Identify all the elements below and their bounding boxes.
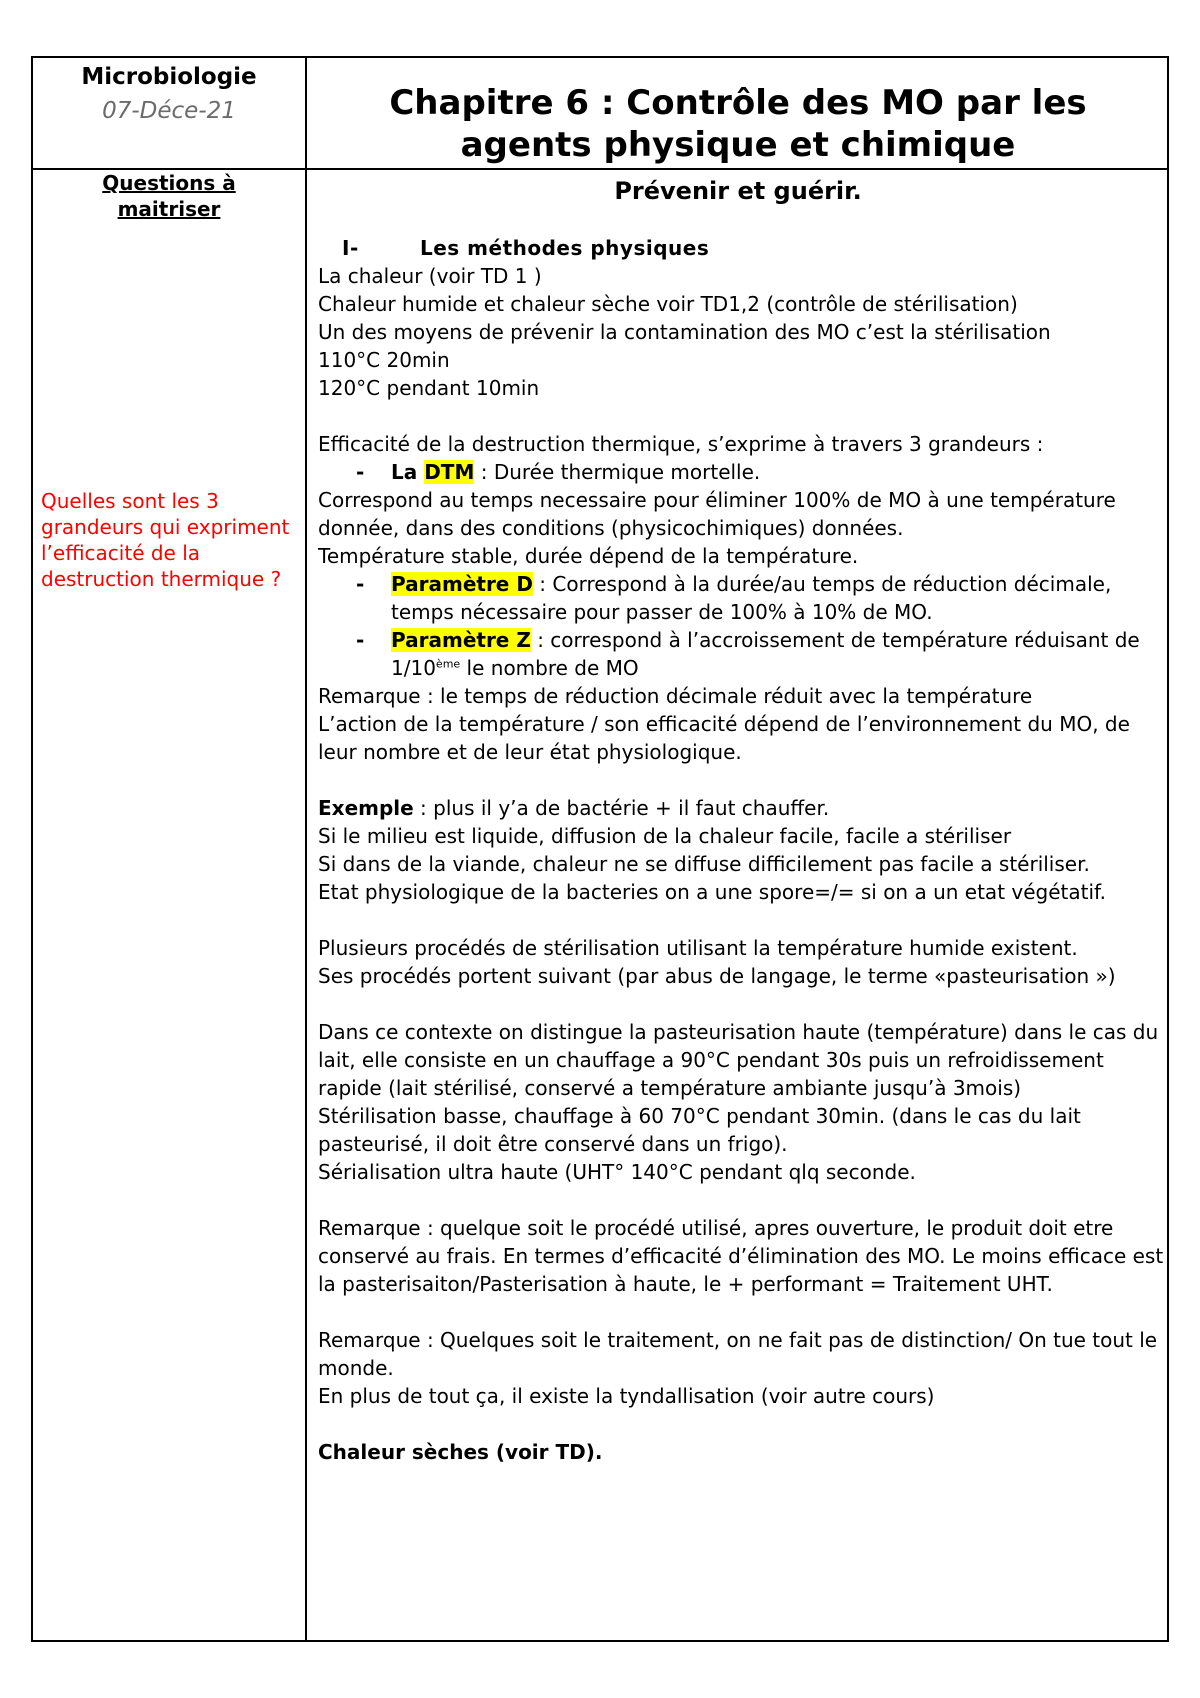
example-text: : plus il y’a de bactérie + il faut chauffer. bbox=[413, 796, 830, 820]
chaleur-seche-heading bbox=[318, 1438, 1166, 1466]
bullet-dtm bbox=[318, 458, 1166, 486]
text-line: Chaleur humide et chaleur sèche voir TD1,2 (contrôle de stérilisation) bbox=[318, 292, 1018, 316]
efficacite-intro: Efficacité de la destruction thermique, s’exprime à travers 3 grandeurs : bbox=[318, 432, 1044, 456]
chaleur-seche-text: Chaleur sèches (voir TD). bbox=[318, 1440, 603, 1464]
text-line: Plusieurs procédés de stérilisation utilisant la température humide existent. bbox=[318, 936, 1078, 960]
questions-heading-line-1: Questions à bbox=[102, 171, 236, 195]
content-heading: Prévenir et guérir. bbox=[614, 177, 862, 205]
param-d-term: Paramètre D bbox=[391, 572, 533, 596]
dtm-text: : Durée thermique mortelle. bbox=[474, 460, 761, 484]
content-body bbox=[318, 234, 1166, 1466]
param-z-text-end: le nombre de MO bbox=[460, 656, 639, 680]
text-line: Si dans de la viande, chaleur ne se diffuse difficilement pas facile a stériliser. bbox=[318, 852, 1090, 876]
section-title: Les méthodes physiques bbox=[420, 236, 710, 260]
remark-line: L’action de la température / son efficacité dépend de l’environnement du MO, de leur nombre et de leur état physiologique. bbox=[318, 712, 1130, 764]
text-line: Correspond au temps necessaire pour éliminer 100% de MO à une température donnée, dans des conditions (physicochimiques) données. bbox=[318, 488, 1116, 540]
text-line: 120°C pendant 10min bbox=[318, 376, 540, 400]
bullet-param-z bbox=[318, 626, 1166, 682]
chapter-title-line-2: agents physique et chimique bbox=[460, 125, 1016, 165]
dash-icon: - bbox=[356, 628, 365, 652]
param-d-text: : Correspond à la durée/au temps de réduction décimale, temps nécessaire pour passer de 100% à 10% de MO. bbox=[391, 572, 1112, 624]
dtm-prefix: La bbox=[391, 460, 425, 484]
text-line: Dans ce contexte on distingue la pasteurisation haute (température) dans le cas du lait, elle consiste en un chauffage a 90°C pendant 30s puis un refroidissement rapide (lait stérilisé, conservé a température ambiante jusqu’à 3mois) bbox=[318, 1020, 1159, 1100]
text-line: Etat physiologique de la bacteries on a une spore=/= si on a un etat végétatif. bbox=[318, 880, 1106, 904]
remark-line: Remarque : quelque soit le procédé utilisé, apres ouverture, le produit doit etre conservé au frais. En termes d’efficacité d’élimination des MO. Le moins efficace est la pasterisaiton/Pasterisation à haute, le + performant = Traitement UHT. bbox=[318, 1216, 1164, 1296]
lesson-date: 07-Déce-21 bbox=[102, 98, 236, 124]
text-line: 110°C 20min bbox=[318, 348, 450, 372]
notes-table bbox=[31, 56, 1169, 1642]
dtm-term: DTM bbox=[424, 460, 475, 484]
section-heading bbox=[318, 234, 1166, 262]
text-line: Un des moyens de prévenir la contamination des MO c’est la stérilisation bbox=[318, 320, 1051, 344]
chapter-title bbox=[307, 82, 1169, 166]
bullet-param-d bbox=[318, 570, 1166, 626]
remark-line: Remarque : le temps de réduction décimale réduit avec la température bbox=[318, 684, 1033, 708]
text-line: La chaleur (voir TD 1 ) bbox=[318, 264, 542, 288]
text-line: Ses procédés portent suivant (par abus de langage, le terme «pasteurisation ») bbox=[318, 964, 1116, 988]
dash-icon: - bbox=[356, 460, 365, 484]
param-z-sup: ème bbox=[435, 657, 461, 671]
chapter-title-line-1: Chapitre 6 : Contrôle des MO par les bbox=[389, 83, 1087, 123]
questions-heading bbox=[33, 170, 305, 222]
text-line: Si le milieu est liquide, diffusion de la chaleur facile, facile a stériliser bbox=[318, 824, 1012, 848]
section-number: I- bbox=[342, 236, 359, 260]
text-line: Sérialisation ultra haute (UHT° 140°C pendant qlq seconde. bbox=[318, 1160, 916, 1184]
example-label: Exemple bbox=[318, 796, 414, 820]
remark-line: Remarque : Quelques soit le traitement, on ne fait pas de distinction/ On tue tout le monde. bbox=[318, 1328, 1158, 1380]
review-question: Quelles sont les 3 grandeurs qui expriment l’efficacité de la destruction thermique ? bbox=[41, 489, 290, 591]
subject-label: Microbiologie bbox=[81, 64, 257, 90]
column-divider bbox=[305, 58, 307, 1640]
param-z-term: Paramètre Z bbox=[391, 628, 531, 652]
text-line: Stérilisation basse, chauffage à 60 70°C pendant 30min. (dans le cas du lait pasteurisé, il doit être conservé dans un frigo). bbox=[318, 1104, 1081, 1156]
dash-icon: - bbox=[356, 572, 365, 596]
questions-heading-line-2: maitriser bbox=[117, 197, 221, 221]
example-line bbox=[318, 794, 1166, 822]
text-line: Température stable, durée dépend de la température. bbox=[318, 544, 859, 568]
text-line: En plus de tout ça, il existe la tyndallisation (voir autre cours) bbox=[318, 1384, 935, 1408]
param-z-text: : correspond à l’accroissement de température réduisant de 1/10 bbox=[391, 628, 1140, 680]
